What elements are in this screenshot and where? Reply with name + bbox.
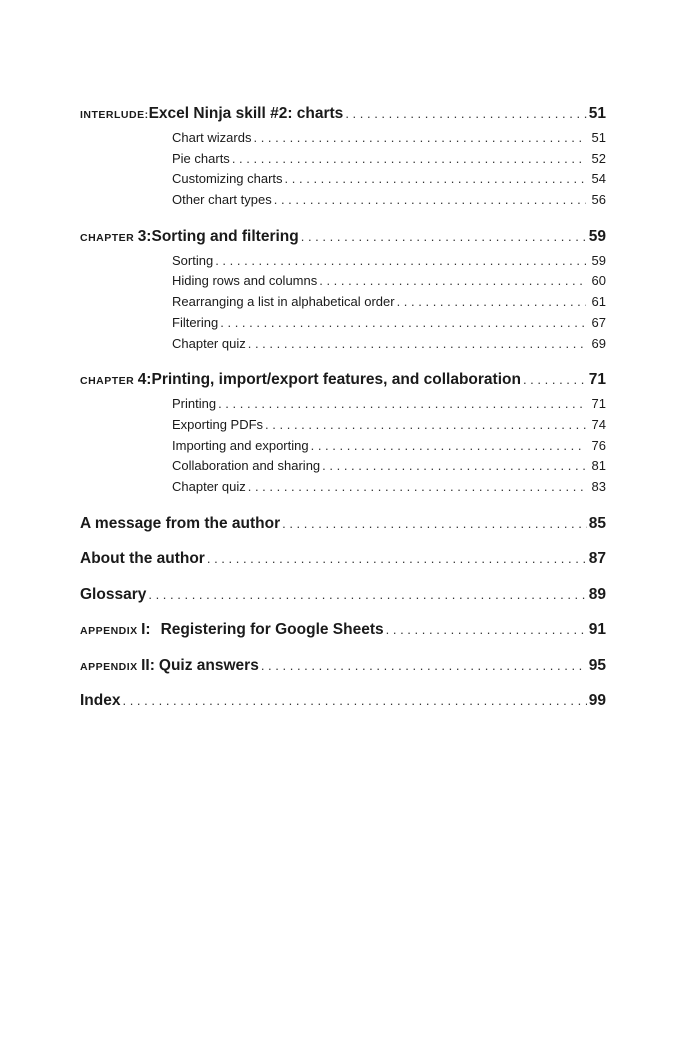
entry-title: Customizing charts [172,171,283,187]
page-number: 59 [591,252,606,268]
section-label: APPENDIX I: [80,621,151,639]
page-number: 67 [591,314,606,330]
page-number: 61 [591,294,606,310]
toc-entry[interactable] [172,169,606,190]
dot-leader [301,226,587,248]
toc-entry[interactable] [172,190,606,211]
entry-title: Importing and exporting [172,437,309,453]
section-title: Index [80,692,121,710]
section-title: Quiz answers [158,656,259,674]
toc-heading-glossary[interactable] [80,584,606,606]
toc-entry[interactable] [172,415,606,436]
section-title: Excel Ninja skill #2: charts [148,105,344,122]
toc-heading-index[interactable] [80,690,606,712]
dot-leader [265,415,586,436]
toc-heading[interactable] [80,103,606,125]
entry-title: Rearranging a list in alphabetical order [172,294,395,310]
toc-entry[interactable] [172,149,606,170]
dot-leader [220,313,586,334]
toc-entry[interactable] [172,271,606,292]
dot-leader [232,149,586,170]
section-label: APPENDIX II: [80,656,155,674]
toc-section-chapter-3 [80,226,606,354]
page-number: 60 [591,273,606,289]
dot-leader [345,103,586,125]
dot-leader [282,513,587,535]
entry-title: Exporting PDFs [172,416,264,432]
section-label: CHAPTER 4: [80,371,152,389]
dot-leader [319,271,586,292]
toc-section-chapter-4 [80,369,606,497]
page-number: 95 [588,656,606,674]
dot-leader [253,128,586,149]
toc-entry[interactable] [172,436,606,457]
dot-leader [248,334,586,355]
page-number: 59 [588,227,606,245]
entry-title: Hiding rows and columns [172,273,318,289]
entry-title: Collaboration and sharing [172,458,321,474]
page-number: 85 [588,514,606,532]
page-number: 81 [591,458,606,474]
page-number: 83 [591,478,606,494]
toc-heading-appendix-2[interactable] [80,655,606,677]
dot-leader [397,292,586,313]
toc-heading-about[interactable] [80,548,606,570]
dot-leader [285,169,586,190]
entry-title: Pie charts [172,150,230,166]
entry-title: Sorting [172,252,214,268]
section-title: About the author [80,550,205,568]
toc-heading[interactable] [80,226,606,248]
page-number: 91 [588,621,606,639]
dot-leader [148,584,586,606]
section-title: Printing, import/export features, and collaboration [151,371,521,389]
entry-title: Filtering [172,314,219,330]
page-number: 99 [588,692,606,710]
entry-title: Chart wizards [172,130,252,145]
toc-section-interlude [80,103,606,211]
toc-entry[interactable] [172,313,606,334]
page-number: 69 [591,335,606,351]
dot-leader [386,619,587,641]
section-title: Registering for Google Sheets [160,621,384,639]
page-number: 71 [588,371,606,389]
entry-title: Printing [172,396,217,412]
section-title: Glossary [80,585,147,603]
entry-title: Chapter quiz [172,335,246,351]
page-number: 87 [588,550,606,568]
page-number: 54 [591,171,606,187]
toc-heading[interactable] [80,369,606,391]
page-number: 52 [591,150,606,166]
page-number: 71 [591,396,606,412]
dot-leader [248,477,586,498]
section-title: A message from the author [80,514,281,532]
toc-entry[interactable] [172,128,606,149]
entry-title: Chapter quiz [172,478,246,494]
dot-leader [207,548,587,570]
toc-entry[interactable] [172,334,606,355]
toc-heading-appendix-1[interactable] [80,619,606,641]
page-number: 76 [591,437,606,453]
dot-leader [122,690,586,712]
toc-entry[interactable] [172,292,606,313]
toc-entry[interactable] [172,456,606,477]
section-label: CHAPTER 3: [80,227,152,245]
dot-leader [523,369,587,391]
page-number: 89 [588,585,606,603]
page-number: 74 [591,416,606,432]
dot-leader [215,251,586,272]
entry-title: Other chart types [172,192,272,208]
page-number: 51 [591,130,606,145]
section-title: Sorting and filtering [151,227,299,245]
dot-leader [261,655,587,677]
section-label: INTERLUDE: [80,109,149,121]
dot-leader [322,456,586,477]
toc-heading-message[interactable] [80,513,606,535]
page-number: 56 [591,192,606,208]
toc-entry[interactable] [172,251,606,272]
dot-leader [274,190,586,211]
dot-leader [218,394,586,415]
toc-entry[interactable] [172,477,606,498]
page-number: 51 [588,105,606,122]
dot-leader [311,436,586,457]
table-of-contents [80,103,606,726]
toc-entry[interactable] [172,394,606,415]
